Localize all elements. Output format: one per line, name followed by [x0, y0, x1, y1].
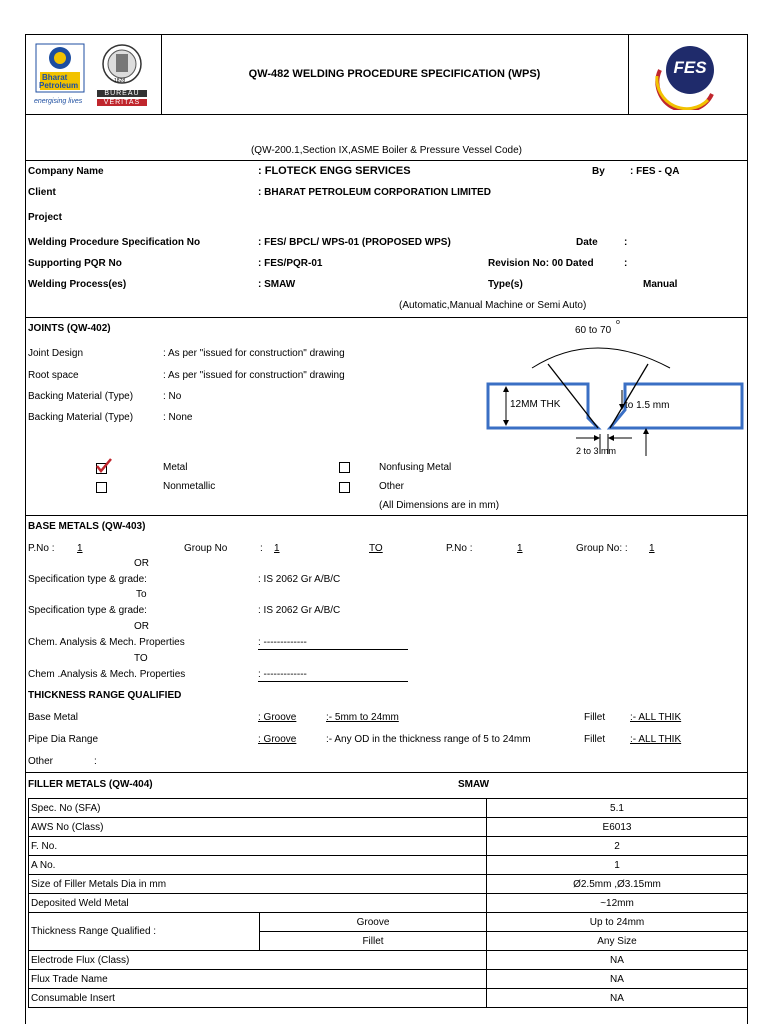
client-value: : BHARAT PETROLEUM CORPORATION LIMITED	[258, 187, 491, 198]
type-value: Manual	[643, 279, 678, 290]
frame-left	[25, 34, 26, 1024]
root-space-value: : As per "issued for construction" drawing	[163, 370, 345, 381]
process-value: : SMAW	[258, 279, 296, 290]
type-label: Type(s)	[488, 279, 523, 290]
to-label-1: To	[136, 589, 147, 600]
dimensions-note: (All Dimensions are in mm)	[379, 500, 500, 511]
filler-row-value: NA	[487, 989, 748, 1008]
pqr-value: : FES/PQR-01	[258, 258, 323, 269]
root-gap-label: 2 to 3 mm	[576, 446, 617, 456]
filler-row-label: Consumable Insert	[29, 989, 487, 1008]
base-metal-label: Base Metal	[28, 712, 79, 723]
pno2-value: 1	[517, 543, 523, 554]
bp-logo-line1: Bharat	[42, 73, 68, 82]
base-metal-fillet-value: :- ALL THIK	[630, 712, 682, 723]
date-label: Date	[576, 237, 598, 248]
page-title: QW-482 WELDING PROCEDURE SPECIFICATION (WPS)	[248, 68, 541, 80]
date-colon: :	[624, 237, 628, 248]
root-space-label: Root space	[28, 370, 79, 381]
type-note: (Automatic,Manual Machine or Semi Auto)	[399, 300, 587, 311]
other-label: Other	[379, 481, 405, 492]
filler-process: SMAW	[458, 779, 490, 790]
or-label-2: OR	[134, 621, 149, 632]
table-row	[29, 989, 748, 1008]
bv-year: 1828	[114, 78, 126, 84]
client-label: Client	[28, 187, 56, 198]
groove-angle-degree: o	[616, 319, 620, 326]
fillet-label: Fillet	[260, 932, 487, 951]
filler-row-value: NA	[487, 951, 748, 970]
pno2-label: P.No :	[446, 543, 473, 554]
spec-grade-label-1: Specification type & grade:	[28, 574, 147, 585]
pipe-dia-label: Pipe Dia Range	[28, 734, 99, 745]
table-row	[29, 894, 748, 913]
filler-row-label: Flux Trade Name	[29, 970, 487, 989]
table-row	[29, 837, 748, 856]
pqr-label: Supporting PQR No	[28, 258, 122, 269]
bharat-petroleum-logo	[34, 42, 86, 110]
fes-logo-text: FES	[673, 58, 707, 77]
revision-colon: :	[624, 258, 628, 269]
company-name-label: Company Name	[28, 166, 104, 177]
pipe-dia-fillet-label: Fillet	[584, 734, 606, 745]
filler-row-value: Ø2.5mm ,Ø3.15mm	[487, 875, 748, 894]
revision-label: Revision No: 00 Dated	[488, 258, 594, 269]
chem-analysis-value-2: : -------------	[258, 669, 307, 680]
other-checkbox[interactable]	[339, 482, 350, 493]
by-label: By	[592, 166, 605, 177]
chem-analysis-label-2: Chem .Analysis & Mech. Properties	[28, 669, 186, 680]
filler-row-value: NA	[487, 970, 748, 989]
metal-label: Metal	[163, 462, 188, 473]
group-no-colon: :	[260, 543, 263, 554]
bv-label-1: BUREAU	[97, 90, 147, 97]
thickness-range-heading: THICKNESS RANGE QUALIFIED	[28, 690, 182, 701]
filler-row-value: 1	[487, 856, 748, 875]
joint-design-value: : As per "issued for construction" drawing	[163, 348, 345, 359]
check-mark-icon	[95, 457, 113, 473]
fes-logo	[652, 40, 722, 110]
base-metal-groove: : Groove	[258, 712, 297, 723]
base-metal-range: :- 5mm to 24mm	[326, 712, 399, 723]
base-metals-heading: BASE METALS (QW-403)	[28, 521, 146, 532]
group-no-label: Group No	[184, 543, 228, 554]
groove-label: Groove	[260, 913, 487, 932]
chem-analysis-value-1: : -------------	[258, 637, 307, 648]
group-no-value: 1	[274, 543, 280, 554]
to-label: TO	[369, 543, 383, 554]
bp-tagline: energising lives	[34, 98, 83, 105]
pipe-dia-groove: : Groove	[258, 734, 297, 745]
filler-row-label: Electrode Flux (Class)	[29, 951, 487, 970]
pno-value: 1	[77, 543, 83, 554]
joints-heading: JOINTS (QW-402)	[28, 323, 111, 334]
table-row	[29, 913, 748, 932]
chem-analysis-label-1: Chem. Analysis & Mech. Properties	[28, 637, 185, 648]
wps-number-label: Welding Procedure Specification No	[28, 237, 201, 248]
frame-top	[25, 34, 748, 35]
pipe-dia-range: :- Any OD in the thickness range of 5 to 24mm	[326, 734, 531, 745]
filler-row-value: 5.1	[487, 799, 748, 818]
other-range-colon: :	[94, 756, 97, 767]
filler-row-label: Spec. No (SFA)	[29, 799, 487, 818]
backing-material-value-2: : None	[163, 412, 193, 423]
nonmetallic-checkbox[interactable]	[96, 482, 107, 493]
bp-logo-line2: Petroleum	[39, 81, 79, 90]
process-label: Welding Process(es)	[28, 279, 127, 290]
filler-row-label: A No.	[29, 856, 487, 875]
bureau-veritas-logo	[94, 42, 150, 110]
filler-row-value: 2	[487, 837, 748, 856]
project-label: Project	[28, 212, 62, 223]
joint-design-label: Joint Design	[28, 348, 84, 359]
filler-row-value: ~12mm	[487, 894, 748, 913]
nonmetallic-label: Nonmetallic	[163, 481, 216, 492]
company-name-value: : FLOTECK ENGG SERVICES	[258, 165, 411, 177]
root-face-label: to 1.5 mm	[625, 400, 670, 411]
nonfusing-metal-checkbox[interactable]	[339, 462, 350, 473]
table-row	[29, 875, 748, 894]
code-reference: (QW-200.1,Section IX,ASME Boiler & Pressure Vessel Code)	[250, 145, 523, 156]
filler-row-label: AWS No (Class)	[29, 818, 487, 837]
wps-number-value: : FES/ BPCL/ WPS-01 (PROPOSED WPS)	[258, 237, 451, 248]
groove-value: Up to 24mm	[487, 913, 748, 932]
bv-label-2: VERITAS	[97, 99, 147, 106]
to-label-2: TO	[134, 653, 148, 664]
table-row	[29, 856, 748, 875]
spec-grade-value-2: : IS 2062 Gr A/B/C	[258, 605, 341, 616]
groove-angle-label: 60 to 70	[575, 325, 612, 336]
pipe-dia-fillet-value: :- ALL THIK	[630, 734, 682, 745]
filler-metals-heading: FILLER METALS (QW-404)	[28, 779, 153, 790]
fillet-value: Any Size	[487, 932, 748, 951]
backing-material-label-1: Backing Material (Type)	[28, 391, 134, 402]
filler-metals-table	[28, 798, 747, 1008]
filler-row-label: F. No.	[29, 837, 487, 856]
pno-label: P.No :	[28, 543, 55, 554]
table-row	[29, 970, 748, 989]
spec-grade-value-1: : IS 2062 Gr A/B/C	[258, 574, 341, 585]
filler-row-label: Size of Filler Metals Dia in mm	[29, 875, 487, 894]
table-row	[29, 818, 748, 837]
backing-material-label-2: Backing Material (Type)	[28, 412, 134, 423]
table-row	[29, 951, 748, 970]
plate-thickness-label: 12MM THK	[510, 399, 561, 410]
nonfusing-metal-label: Nonfusing Metal	[379, 462, 452, 473]
base-metal-fillet-label: Fillet	[584, 712, 606, 723]
other-range-label: Other	[28, 756, 54, 767]
group2-no-label: Group No: :	[576, 543, 628, 554]
or-label-1: OR	[134, 558, 149, 569]
filler-row-label: Deposited Weld Metal	[29, 894, 487, 913]
filler-row-value: E6013	[487, 818, 748, 837]
weld-joint-sketch	[480, 319, 750, 462]
by-value: : FES - QA	[630, 166, 680, 177]
group2-no-value: 1	[649, 543, 655, 554]
backing-material-value-1: : No	[163, 391, 182, 402]
table-row	[29, 799, 748, 818]
thickness-qualified-label: Thickness Range Qualified :	[29, 913, 260, 951]
spec-grade-label-2: Specification type & grade:	[28, 605, 147, 616]
